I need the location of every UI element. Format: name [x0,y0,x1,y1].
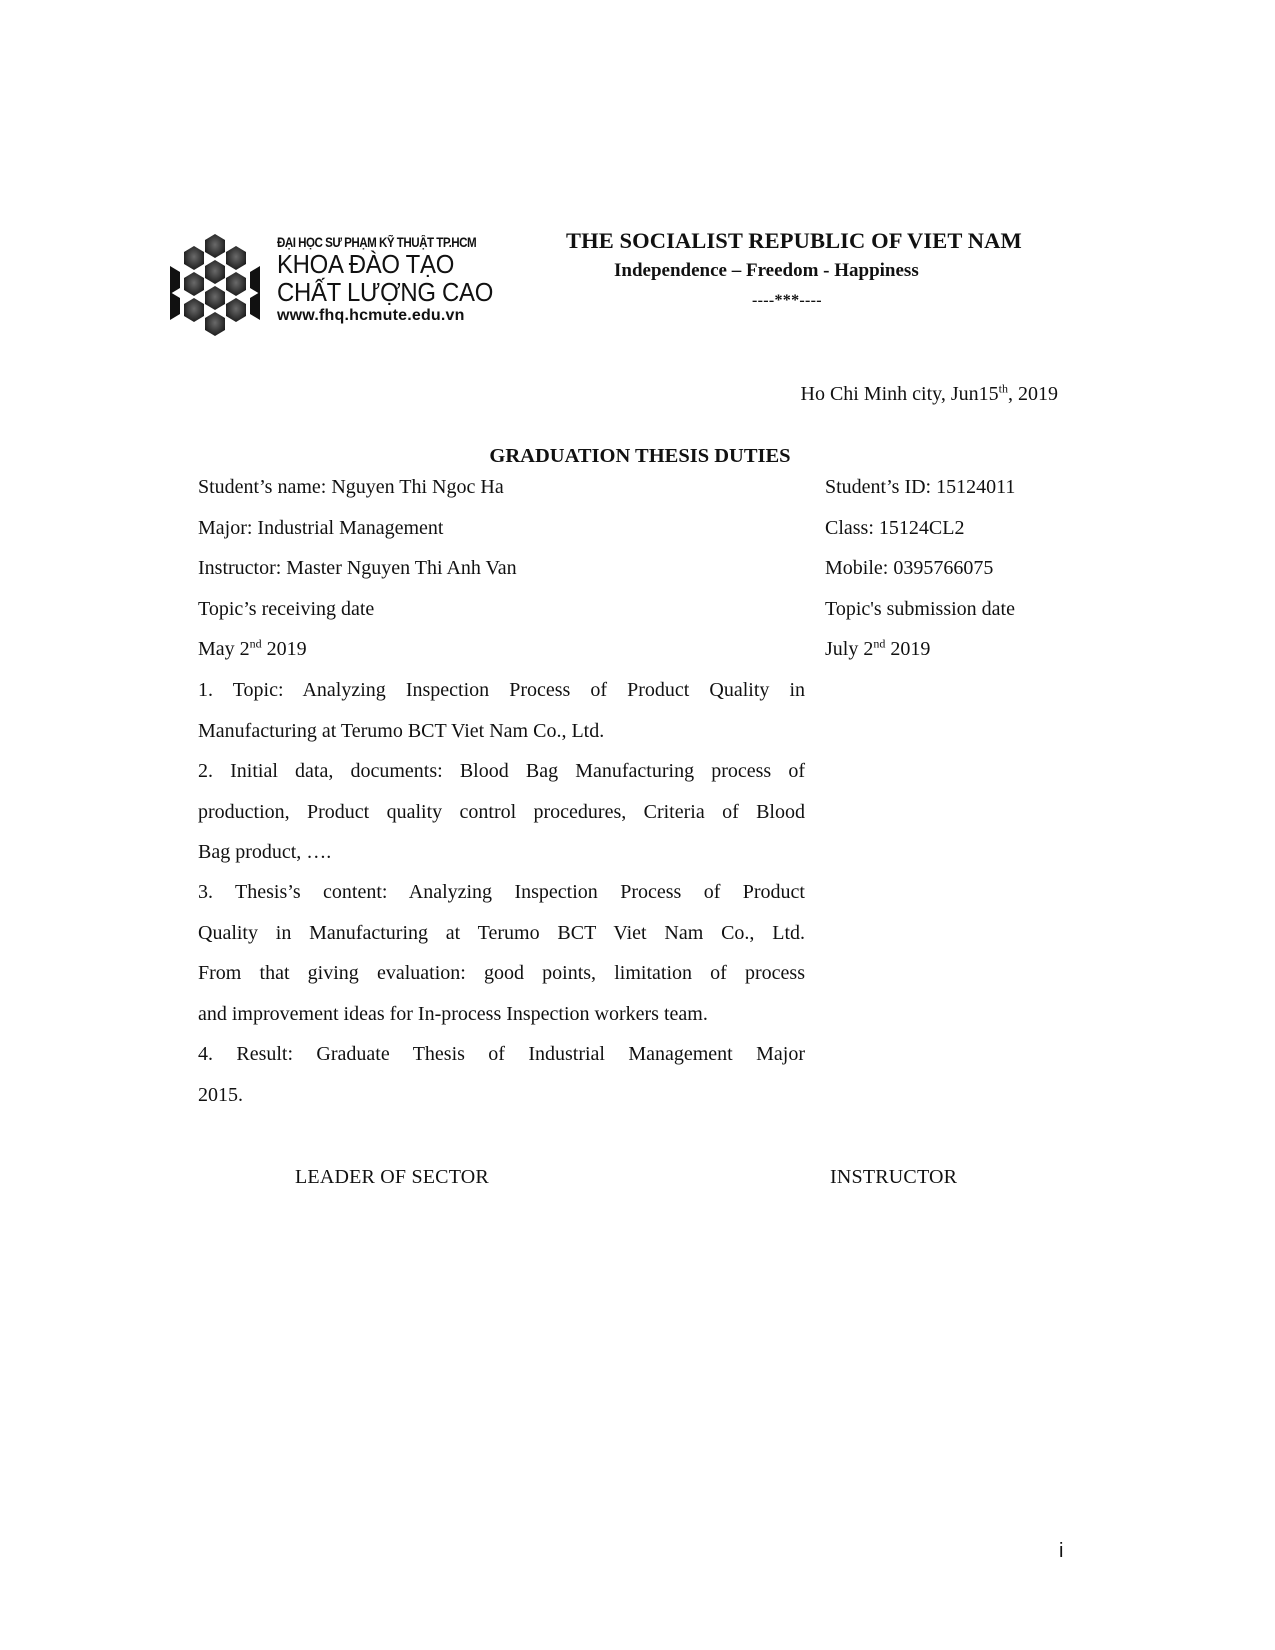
paragraph-line: From that giving evaluation: good points, limitation of process [198,962,805,984]
national-motto: Independence – Freedom - Happiness [614,260,919,281]
place-date-line: Ho Chi Minh city, Jun15th, 2019 [800,381,1058,405]
section-result [198,1034,805,1115]
paragraph-line: production, Product quality control procedures, Criteria of Blood [198,800,805,823]
submission-date-label: Topic's submission date [825,598,1015,620]
section-topic [198,670,805,751]
document-title: GRADUATION THESIS DUTIES [489,445,791,467]
logo-faculty-line1: KHOA ĐÀO TẠO [277,249,455,279]
logo-faculty-line2: CHẤT LƯỢNG CAO [277,277,494,307]
student-id-field: Student’s ID: 15124011 [825,476,1016,498]
leader-signature-label: LEADER OF SECTOR [295,1166,489,1188]
hexagon-cluster-icon [170,232,260,340]
paragraph-line: Manufacturing at Terumo BCT Viet Nam Co., Ltd. [198,719,605,742]
paragraph-line: 2015. [198,1083,243,1106]
paragraph-line: 2. Initial data, documents: Blood Bag Manufacturing process of [198,760,805,782]
major-field: Major: Industrial Management [198,517,444,539]
paragraph-line: and improvement ideas for In-process Inspection workers team. [198,1002,708,1025]
submission-date-value: July 2nd 2019 [825,636,931,660]
header-separator: ----***---- [752,292,822,309]
receiving-date-label: Topic’s receiving date [198,598,375,620]
logo-university: ĐẠI HỌC SƯ PHẠM KỸ THUẬT TP.HCM [277,235,477,250]
logo-text [277,228,512,325]
paragraph-line: Quality in Manufacturing at Terumo BCT Viet Nam Co., Ltd. [198,921,805,944]
paragraph-line: Bag product, …. [198,841,332,863]
student-name-field: Student’s name: Nguyen Thi Ngoc Ha [198,476,504,498]
page-number: i [1059,1540,1064,1562]
nation-heading: THE SOCIALIST REPUBLIC OF VIET NAM [566,228,1022,253]
paragraph-line: 3. Thesis’s content: Analyzing Inspection Process of Product [198,881,805,903]
faculty-logo [170,228,520,343]
mobile-field: Mobile: 0395766075 [825,557,994,579]
paragraph-line: 4. Result: Graduate Thesis of Industrial Management Major [198,1043,805,1065]
section-initial-data [198,751,805,873]
class-field: Class: 15124CL2 [825,517,965,539]
instructor-field: Instructor: Master Nguyen Thi Anh Van [198,557,517,579]
logo-url: www.fhq.hcmute.edu.vn [277,307,465,324]
instructor-signature-label: INSTRUCTOR [830,1166,958,1188]
paragraph-line: 1. Topic: Analyzing Inspection Process of Product Quality in [198,679,805,701]
receiving-date-value: May 2nd 2019 [198,636,307,660]
section-thesis-content [198,872,805,1034]
